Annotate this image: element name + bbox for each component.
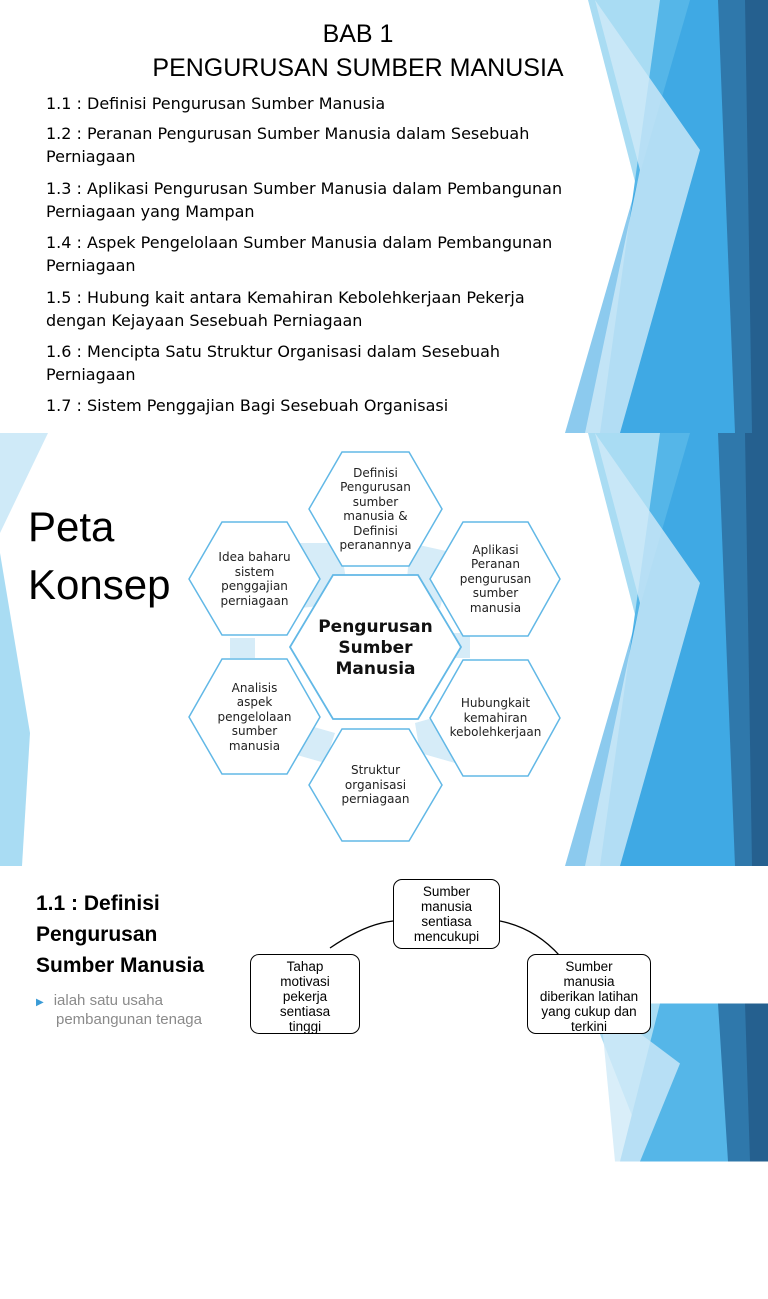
hex-upper-left [204,533,305,625]
hex-upper-right [445,533,546,625]
slide-title-konsep: Konsep [28,561,171,608]
toc-line: 1.2 : Peranan Pengurusan Sumber Manusia dalam Sesebuah [46,124,530,143]
box-line: tinggi [288,1019,322,1034]
hex-center-line: Sumber [338,637,413,658]
hex-line: sumber [352,494,399,509]
toc-item-1-4 [46,231,606,277]
hex-line: sumber [231,724,278,739]
slide-title-peta: Peta [28,503,115,550]
hex-center [305,593,446,703]
hex-center-line: Pengurusan [318,616,433,637]
box-latihan [527,954,651,1034]
slide-definisi [0,866,768,1034]
hex-lower-right [445,673,546,763]
hex-center-line: Manusia [335,658,416,679]
bullet-text: ialah satu usaha [53,992,163,1009]
chapter-number: BAB 1 [322,20,394,48]
chapter-title: PENGURUSAN SUMBER MANUSIA [152,54,564,82]
bullet-arrow-icon: ▶ [36,997,44,1008]
toc-item-1-2 [46,122,606,168]
box-line: diberikan latihan [539,989,639,1004]
hex-line: Aplikasi [472,542,519,557]
section-title-line: Pengurusan [36,923,158,946]
hex-bottom [325,739,426,831]
hex-line: aspek [236,695,273,710]
box-line: yang cukup dan [541,1004,637,1019]
toc-line: Perniagaan yang Mampan [46,202,255,221]
box-line: manusia [420,899,472,914]
toc-item-1-1 [46,92,606,115]
toc-item-1-7 [46,394,606,417]
hex-lower-left [204,671,305,763]
hex-line: perniagaan [341,792,410,807]
toc-line: 1.5 : Hubung kait antara Kemahiran Kebolehkerjaan Pekerja [46,288,525,307]
section-title-line: 1.1 : Definisi [36,892,160,915]
hex-line: pengelolaan [217,709,292,724]
hex-line: manusia [228,738,281,753]
hex-line: Idea baharu [218,550,291,564]
toc-line: Perniagaan [46,256,136,275]
hex-line: pengurusan [459,571,532,586]
toc-item-1-5 [46,286,606,332]
hex-line: Definisi [353,523,398,538]
toc-line: 1.7 : Sistem Penggajian Bagi Sesebuah Organisasi [46,396,449,415]
hex-line: sistem [234,564,275,579]
box-line: Sumber [565,959,613,974]
toc-line: 1.4 : Aspek Pengelolaan Sumber Manusia dalam Pembangunan [46,233,553,252]
toc-line: 1.1 : Definisi Pengurusan Sumber Manusia [46,94,386,113]
hex-line: organisasi [344,777,407,792]
box-line: Tahap [286,959,324,974]
toc-line: 1.6 : Mencipta Satu Struktur Organisasi dalam Sesebuah [46,342,501,361]
toc-line: Perniagaan [46,147,136,166]
box-line: manusia [563,974,615,989]
box-line: mencukupi [413,929,480,944]
slide-peta-konsep [0,433,768,866]
box-line: sentiasa [279,1004,331,1019]
box-line: terkini [570,1019,607,1034]
hex-line: Struktur [350,763,401,778]
toc-line: Perniagaan [46,365,136,384]
hex-line: penggajian [221,579,288,593]
toc-item-1-6 [46,340,606,386]
hex-line: kebolehkerjaan [449,725,542,740]
definition-diagram-arc [0,866,768,1024]
bullet-text: pembangunan tenaga [56,1011,202,1028]
hex-line: perniagaan [220,593,289,608]
hex-top [325,460,426,558]
box-line: Sumber [422,884,471,899]
slide-bab1 [0,0,768,433]
hex-line: manusia & [343,509,408,523]
toc-item-1-3 [46,177,606,223]
box-line: pekerja [282,989,328,1004]
hex-line: kemahiran [463,710,528,725]
hex-connector [230,638,255,658]
box-line: motivasi [280,974,330,989]
toc-line: 1.3 : Aplikasi Pengurusan Sumber Manusia dalam Pembangunan [46,179,563,198]
box-sumber-mencukupi [393,879,500,949]
box-tahap-motivasi [250,954,360,1034]
hex-line: Analisis [231,680,278,695]
hex-line: Hubungkait [460,696,531,711]
section-title-line: Sumber Manusia [36,954,205,977]
hex-line: sumber [472,586,519,601]
hex-line: Definisi [353,465,398,480]
box-line: sentiasa [421,914,472,929]
hex-line: manusia [469,600,522,615]
toc-line: dengan Kejayaan Sesebuah Perniagaan [46,311,363,330]
hex-line: Pengurusan [340,480,411,494]
hex-line: peranannya [339,538,412,552]
hex-line: Peranan [470,557,521,572]
